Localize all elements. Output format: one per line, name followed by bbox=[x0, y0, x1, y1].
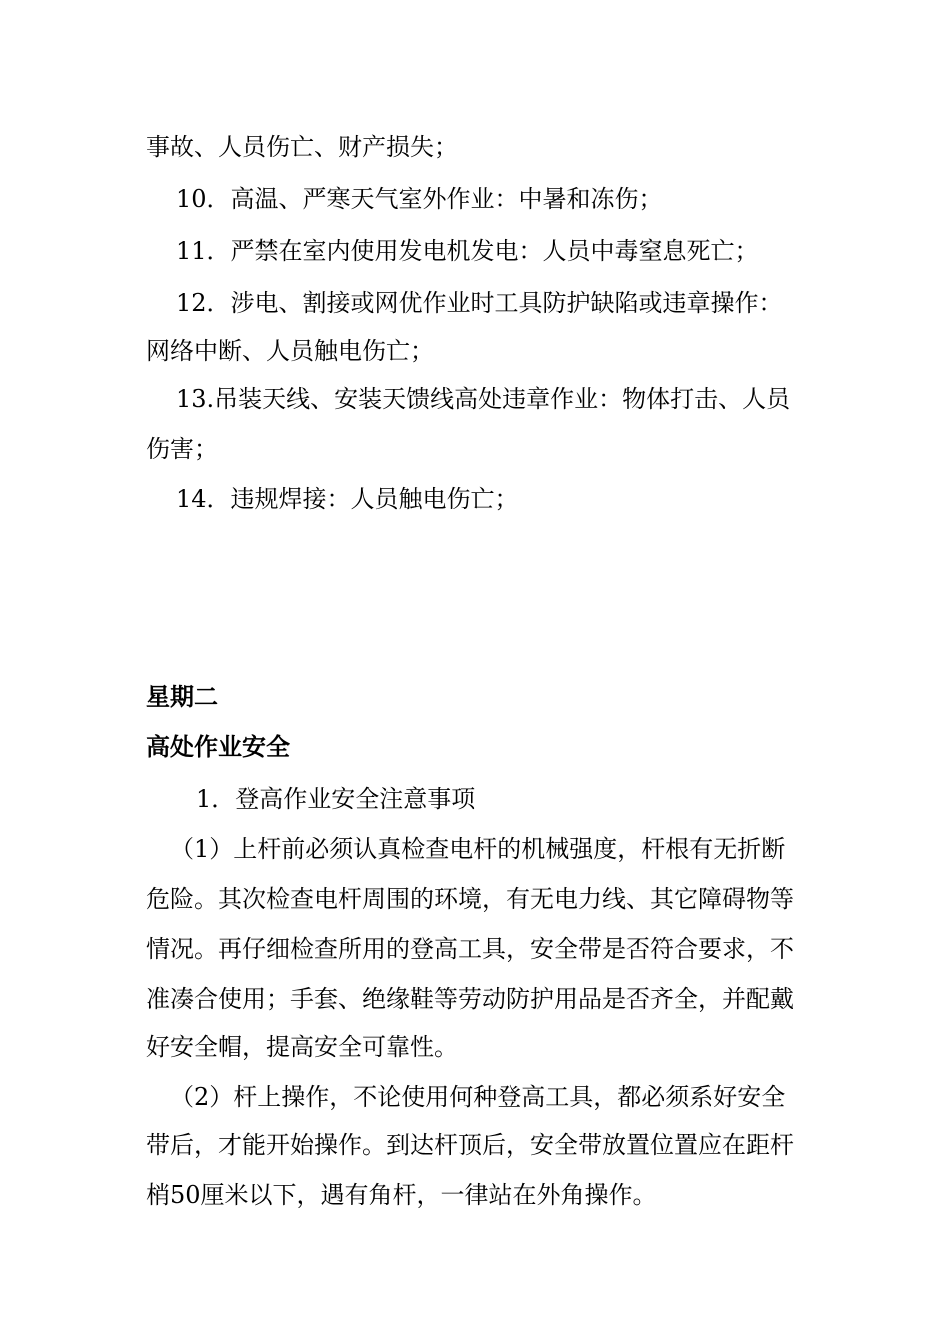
paragraph-2-line-2: 带后，才能开始操作。到达杆顶后，安全带放置位置应在距杆 bbox=[146, 1131, 794, 1159]
list-continuation: 事故、人员伤亡、财产损失； bbox=[146, 133, 458, 161]
list-item-13: 13.吊装天线、安装天馈线高处违章作业：物体打击、人员 bbox=[176, 385, 791, 413]
list-item-11: 11．严禁在室内使用发电机发电：人员中毒窒息死亡； bbox=[176, 237, 759, 265]
day-heading: 星期二 bbox=[146, 682, 218, 711]
subsection-title: 1．登高作业安全注意事项 bbox=[196, 785, 476, 813]
paragraph-2-line-1: （2）杆上操作，不论使用何种登高工具，都必须系好安全 bbox=[170, 1083, 786, 1111]
list-item-10: 10．高温、严寒天气室外作业：中暑和冻伤； bbox=[176, 185, 663, 213]
list-item-13-cont: 伤害； bbox=[146, 435, 218, 463]
list-item-12: 12．涉电、割接或网优作业时工具防护缺陷或违章操作： bbox=[176, 289, 783, 317]
list-item-14: 14．违规焊接：人员触电伤亡； bbox=[176, 485, 519, 513]
paragraph-2-line-3: 梢50厘米以下，遇有角杆，一律站在外角操作。 bbox=[146, 1181, 657, 1209]
list-item-12-cont: 网络中断、人员触电伤亡； bbox=[146, 337, 434, 365]
paragraph-1-line-2: 危险。其次检查电杆周围的环境，有无电力线、其它障碍物等 bbox=[146, 885, 794, 913]
section-title: 高处作业安全 bbox=[146, 732, 290, 761]
paragraph-1-line-5: 好安全帽，提高安全可靠性。 bbox=[146, 1033, 458, 1061]
paragraph-1-line-3: 情况。再仔细检查所用的登高工具，安全带是否符合要求，不 bbox=[146, 935, 794, 963]
paragraph-1-line-4: 准凑合使用；手套、绝缘鞋等劳动防护用品是否齐全，并配戴 bbox=[146, 985, 794, 1013]
paragraph-1-line-1: （1）上杆前必须认真检查电杆的机械强度，杆根有无折断 bbox=[170, 835, 786, 863]
